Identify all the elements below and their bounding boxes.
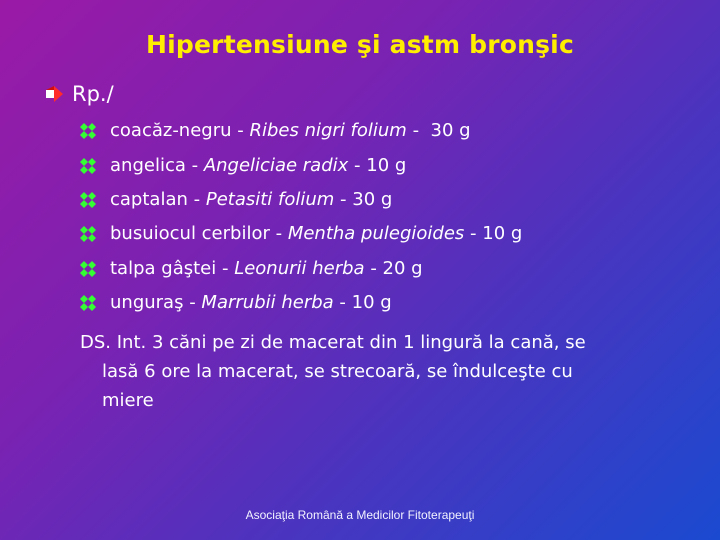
list-item (80, 120, 471, 141)
item-common-name: busuiocul cerbilor (110, 223, 270, 244)
item-latin-name: Leonurii herba (234, 258, 365, 279)
item-separator: - (269, 223, 288, 244)
item-separator: - (334, 189, 353, 210)
diamond-bullet-icon (80, 158, 96, 174)
footer-text: Asociaţia Română a Medicilor Fitoterapeuţi (245, 508, 475, 522)
instructions-block (80, 328, 670, 415)
slide-title: Hipertensiune şi astm bronşic (146, 30, 574, 59)
item-separator: - (187, 189, 206, 210)
item-separator: - (231, 120, 250, 141)
item-dose: 10 g (351, 292, 392, 313)
item-dose: 10 g (366, 155, 407, 176)
item-dose: 10 g (482, 223, 523, 244)
item-separator: - (348, 155, 367, 176)
item-common-name: captalan (110, 189, 188, 210)
item-separator: - (333, 292, 352, 313)
item-latin-name: Ribes nigri folium (249, 120, 407, 141)
diamond-bullet-icon (80, 192, 96, 208)
item-separator: - (406, 120, 431, 141)
item-latin-name: Marrubii herba (201, 292, 334, 313)
item-dose: 20 g (382, 258, 423, 279)
item-latin-name: Mentha pulegioides (287, 223, 465, 244)
prescription-heading (44, 82, 114, 106)
arrow-right-icon (44, 84, 64, 104)
diamond-bullet-icon (80, 123, 96, 139)
list-item (80, 258, 423, 279)
heading-text: Rp./ (72, 82, 114, 106)
item-common-name: talpa gâştei (110, 258, 217, 279)
list-item (80, 155, 406, 176)
item-common-name: unguraş (110, 292, 184, 313)
diamond-bullet-icon (80, 261, 96, 277)
item-common-name: coacăz-negru (110, 120, 232, 141)
item-separator: - (464, 223, 483, 244)
instructions-line: DS. Int. 3 căni pe zi de macerat din 1 lingură la cană, se (80, 332, 586, 353)
instructions-line: miere (102, 390, 154, 411)
diamond-bullet-icon (80, 295, 96, 311)
list-item (80, 292, 392, 313)
item-separator: - (185, 155, 204, 176)
item-dose: 30 g (430, 120, 471, 141)
item-common-name: angelica (110, 155, 186, 176)
item-latin-name: Angeliciae radix (203, 155, 349, 176)
diamond-bullet-icon (80, 226, 96, 242)
list-item (80, 189, 392, 210)
item-latin-name: Petasiti folium (205, 189, 335, 210)
instructions-line: lasă 6 ore la macerat, se strecoară, se îndulceşte cu (102, 361, 573, 382)
item-separator: - (216, 258, 235, 279)
list-item (80, 223, 522, 244)
item-separator: - (364, 258, 383, 279)
item-separator: - (183, 292, 202, 313)
item-dose: 30 g (352, 189, 393, 210)
